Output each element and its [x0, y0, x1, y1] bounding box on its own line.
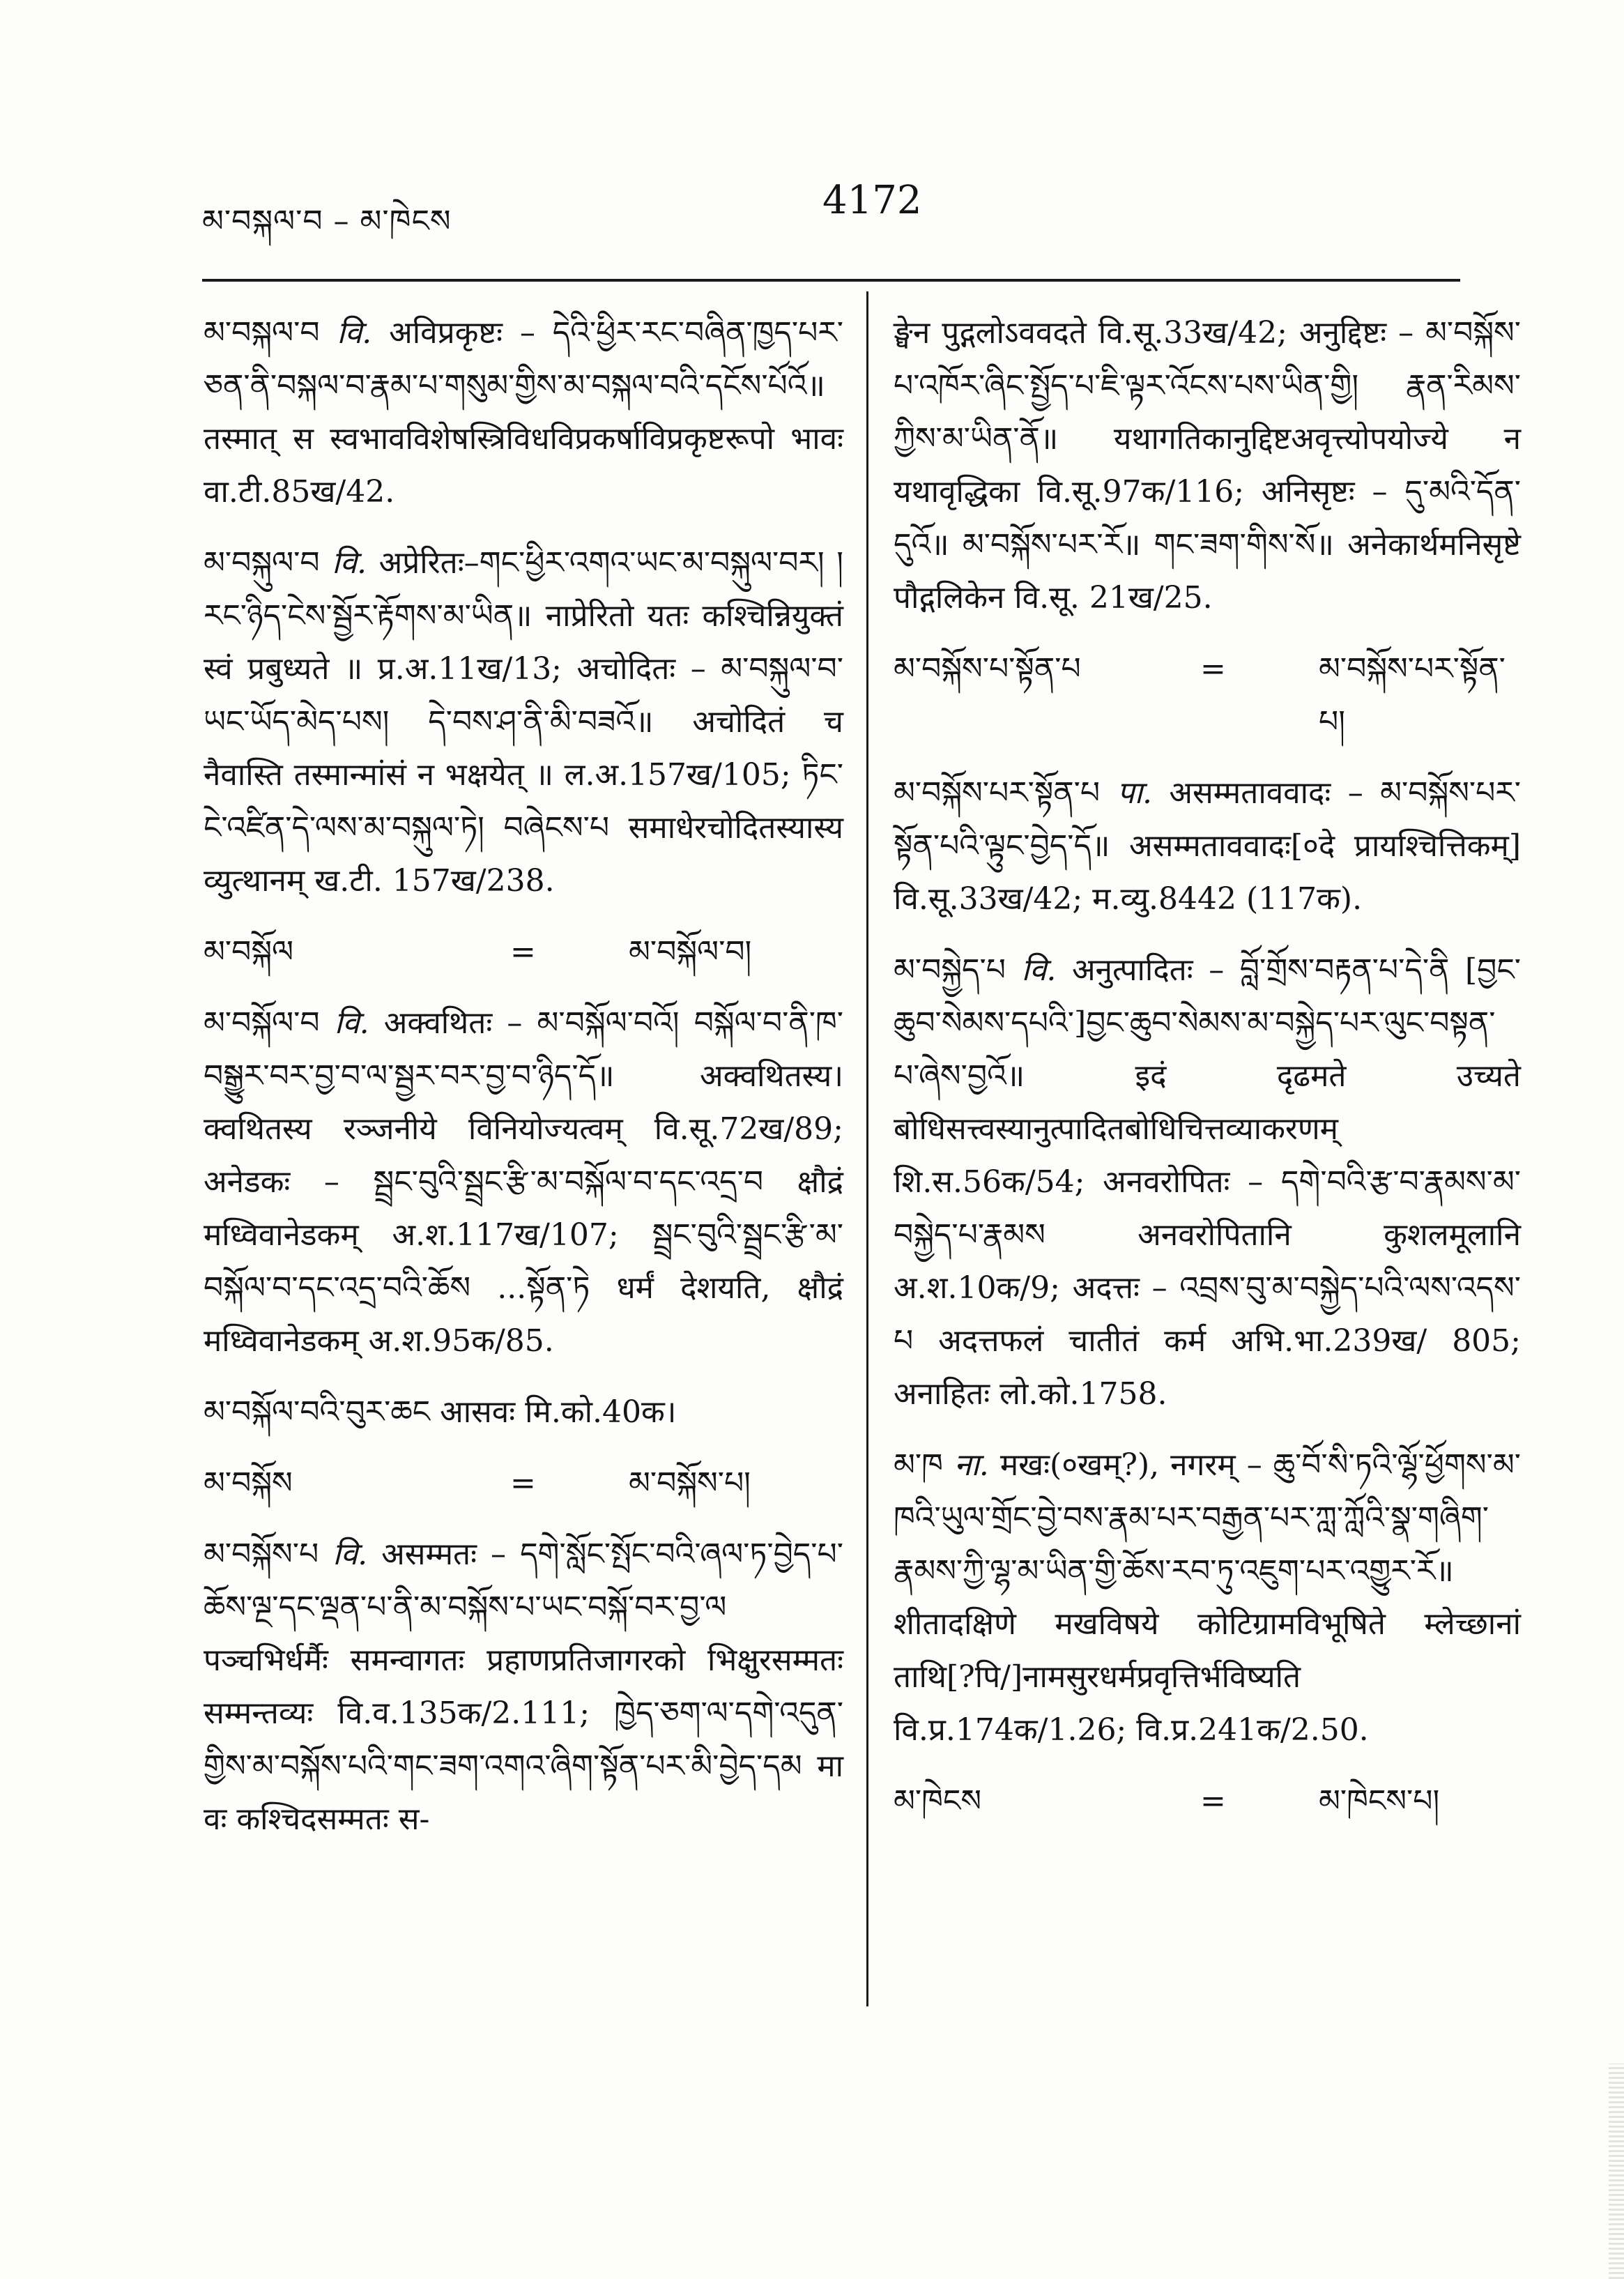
- xref-target: མ་བསྐོལ་བ།: [629, 934, 752, 970]
- part-of-speech: वि.: [337, 315, 372, 351]
- part-of-speech: पा.: [1117, 775, 1152, 811]
- xref-target: མ་བསྐོས་པར་སྟོན་པ།: [1319, 651, 1506, 740]
- entry-headword: མ་བསྐོལ་བའི་བུར་ཆང: [204, 1394, 431, 1430]
- dictionary-entry: [204, 537, 843, 908]
- dictionary-entry: [204, 307, 843, 519]
- dictionary-entry: [204, 1528, 843, 1846]
- entry-body: अनुत्पादितः – བློ་གྲོས་བརྟན་པ་དེ་ནི [བྱང་ཆུབ་སེམས་དཔའི་]བྱང་ཆུབ་སེམས་མ་བསྐྱེད་པར་ལུང་བསྟན་པ་ཞེས་བྱའོ॥ इदं दृढमते उच्यते बोधिसत्त्वस्यानुत्पादितबोधिचित्तव्याकरणम् शि.स.56क/54; अनवरोपितः – དགེ་བའི་རྩ་བ་རྣམས་མ་བསྐྱེད་པ་རྣམས अनवरोपितानि कुशलमूलानि अ.श.10क/9; अदत्तः – འབྲས་བུ་མ་བསྐྱེད་པའི་ལས་འདས་པ अदत्तफलं चातीतं कर्म अभि.भा.239ख/ 805; अनाहितः लो.को.1758.: [894, 952, 1521, 1412]
- xref-equals: =: [510, 1465, 536, 1501]
- xref-target: མ་བསྐོས་པ།: [629, 1465, 751, 1501]
- dictionary-entry: [894, 1439, 1521, 1757]
- entry-headword: མ་བསྐལ་བ: [204, 315, 320, 351]
- entry-headword: མ་བསྐུལ་བ: [204, 545, 320, 581]
- dictionary-entry: [204, 1386, 843, 1439]
- dictionary-entry: [204, 997, 843, 1368]
- scan-edge-artifact: [1609, 2064, 1624, 2279]
- entry-headword: མ་བསྐོས་པ: [204, 1537, 319, 1572]
- xref-equals: =: [1200, 651, 1226, 687]
- xref-headword: མ་ཁེངས: [894, 1783, 982, 1819]
- part-of-speech: वि.: [332, 1537, 368, 1572]
- right-column: [894, 307, 1521, 1846]
- page-number: 4172: [822, 178, 922, 223]
- part-of-speech: वि.: [1021, 952, 1057, 988]
- xref-headword: མ་བསྐོལ: [204, 934, 294, 970]
- entry-body: असम्मताववादः – མ་བསྐོས་པར་སྟོན་པའི་ལྟུང་བྱེད་དོ॥ असम्मताववादः[०दे प्रायश्चित्तिकम्] वि.सू.33ख/42; म.व्यु.8442 (117क).: [894, 775, 1521, 917]
- xref-equals: =: [510, 934, 536, 970]
- xref-equals: =: [1200, 1783, 1226, 1819]
- entry-headword: མ་བསྐོས་པར་སྟོན་པ: [894, 775, 1101, 811]
- entry-headword: མ་བསྐོལ་བ: [204, 1005, 320, 1041]
- entry-body: असम्मतः – དགེ་སློང་སྤོང་བའི་ཞལ་ཏ་བྱེད་པ་ཆོས་ལྔ་དང་ལྡན་པ་ནི་མ་བསྐོས་པ་ཡང་བསྐོ་བར་བྱ་ལ पञ्चभिर्धर्मैः समन्वागतः प्रहाणप्रतिजागरको भिक्षुरसम्मतः सम्मन्तव्यः वि.व.135क/2.111; ཁྱེད་ཅག་ལ་དགེ་འདུན་གྱིས་མ་བསྐོས་པའི་གང་ཟག་འགའ་ཞིག་སྟོན་པར་མི་བྱེད་དམ मा वः कश्चिदसम्मतः स-: [204, 1537, 843, 1837]
- cross-reference: [204, 1457, 843, 1510]
- entry-headword: མ་ཁ: [894, 1447, 943, 1483]
- dictionary-entry: [894, 944, 1521, 1421]
- entry-body: अक्वथितः – མ་བསྐོལ་བའོ། བསྐོལ་བ་ནི་ཁ་བསྒྱུར་བར་བྱ་བ་ལ་སྦྱར་བར་བྱ་བ་ཉིད་དོ॥ अक्वथितस्य। क्वथितस्य रञ्जनीये विनियोज्यत्वम् वि.सू.72ख/89; अनेडकः – སྦྲང་བུའི་སྦྲང་རྩི་མ་བསྐོལ་བ་དང་འདྲ་བ क्षौद्रं मध्विवानेडकम् अ.श.117ख/107; སྦྲང་བུའི་སྦྲང་རྩི་མ་བསྐོལ་བ་དང་འདྲ་བའི་ཆོས ...སྟོན་ཏེ धर्मं देशयति, क्षौद्रं मध्विवानेडकम् अ.श.95क/85.: [204, 1005, 843, 1359]
- entry-body: ङ्घेन पुद्गलोऽववदते वि.सू.33ख/42; अनुद्दिष्टः – མ་བསྐོས་པ་འཁོར་ཞིང་སྤྱོད་པ་ཇི་ལྟར་འོངས་པས་ཡིན་གྱི། རྣན་རིམས་ཀྱིས་མ་ཡིན་ནོ॥ यथागतिकानुद्दिष्टअवृत्त्योपयोज्ये न यथावृद्धिका वि.सू.97क/116; अनिसृष्टः – དུ་མའི་དོན་དུའོ॥ མ་བསྐོས་པར་རོ॥ གང་ཟག་གིས་སོ॥ अनेकार्थमनिसृष्टे पौद्गलिकेन वि.सू. 21ख/25.: [894, 315, 1521, 616]
- part-of-speech: ना.: [953, 1447, 989, 1483]
- dictionary-entry: [894, 767, 1521, 926]
- entry-body: अविप्रकृष्टः – དེའི་ཕྱིར་རང་བཞིན་ཁྱད་པར་ཅན་ནི་བསྐལ་བ་རྣམ་པ་གསུམ་གྱིས་མ་བསྐལ་བའི་དངོས་པོའོ॥ तस्मात् स स्वभावविशेषस्त्रिविधविप्रकर्षाविप्रकृष्टरूपो भावः वा.टी.85ख/42.: [204, 315, 843, 510]
- column-divider: [866, 291, 868, 2006]
- xref-target: མ་ཁེངས་པ།: [1319, 1783, 1440, 1819]
- header-rule: [202, 279, 1460, 282]
- cross-reference: [204, 926, 843, 979]
- entry-body: आसवः मि.को.40क।: [440, 1394, 677, 1430]
- part-of-speech: वि.: [332, 545, 367, 581]
- entry-continuation: [894, 307, 1521, 625]
- left-column: [204, 307, 843, 1864]
- entry-headword: མ་བསྐྱེད་པ: [894, 952, 1006, 988]
- part-of-speech: वि.: [334, 1005, 369, 1041]
- xref-headword: མ་བསྐོས་པ་སྟོན་པ: [894, 651, 1081, 687]
- entry-body: मखः(०खम्?), नगरम् – ཆུ་བོ་སི་ཏའི་ལྷོ་ཕྱོགས་མ་ཁའི་ཡུལ་གྲོང་བྱེ་བས་རྣམ་པར་བརྒྱན་པར་ཀླ་ཀློའི་སྣ་གཞིག་རྣམས་ཀྱི་ལྷ་མ་ཡིན་གྱི་ཆོས་རབ་ཏུ་འཇུག་པར་འགྱུར་རོ॥ शीतादक्षिणे मखविषये कोटिग्रामविभूषिते म्लेच्छानां ताथि[?पि/]नामसुरधर्मप्रवृत्तिर्भविष्यति वि.प्र.174क/1.26; वि.प्र.241क/2.50.: [894, 1447, 1521, 1748]
- running-head: མ་བསྐལ་བ – མ་ཁེངས: [202, 204, 452, 239]
- cross-reference: [894, 1775, 1521, 1828]
- entry-body: अप्रेरितः–གང་ཕྱིར་འགའ་ཡང་མ་བསྐུལ་བར། །རང་ཉིད་ངེས་སྦྱོར་རྟོགས་མ་ཡིན॥ नाप्रेरितो यतः कश्चिन्नियुक्तं स्वं प्रबुध्यते ॥ प्र.अ.11ख/13; अचोदितः – མ་བསྐུལ་བ་ཡང་ཡོད་མེད་པས། དེ་བས་ཤ་ནི་མི་བཟའོ॥ अचोदितं च नैवास्ति तस्मान्मांसं न भक्षयेत् ॥ ल.अ.157ख/105; ཏིང་ངེ་འཛིན་དེ་ལས་མ་བསྐུལ་ཏེ། བཞེངས་པ समाधेरचोदितस्यास्य व्युत्थानम् ख.टी. 157ख/238.: [204, 545, 843, 899]
- cross-reference: [894, 643, 1521, 749]
- xref-headword: མ་བསྐོས: [204, 1465, 293, 1501]
